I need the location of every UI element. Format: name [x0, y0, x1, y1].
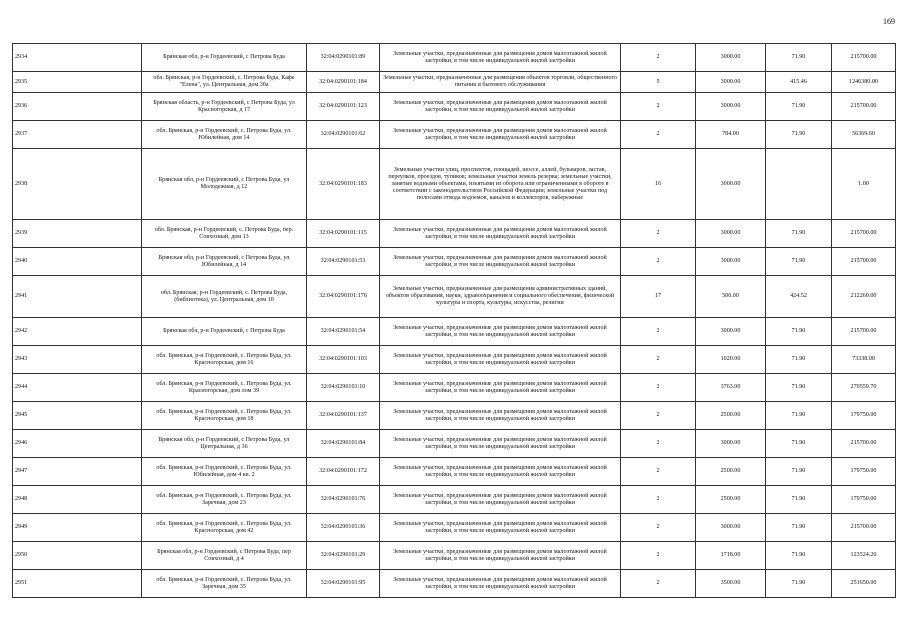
group-number-cell: 17	[621, 276, 696, 318]
land-use-cell: Земельные участки, предназначенные для размещения домов малоэтажной жилой застройки, в том числе индивидуальной жилой застройки	[380, 402, 621, 430]
specific-value-cell: 71.90	[766, 121, 832, 149]
group-number-cell: 5	[621, 72, 696, 93]
group-number-cell: 2	[621, 402, 696, 430]
specific-value-cell	[766, 149, 832, 220]
cadastral-cost-cell: 212260.00	[832, 276, 896, 318]
group-number-cell: 2	[621, 430, 696, 458]
address-cell: обл. Брянская, р-н Гордеевский, с. Петрова Буда, Кафе "Елена", ул. Центральная, дом 30а	[142, 72, 307, 93]
address-cell: Брянская обл, р-н Гордеевский, с Петрова Буда, ул Молодежная, д 12	[142, 149, 307, 220]
cadastral-cost-cell: 179750.00	[832, 402, 896, 430]
address-cell: Брянская обл, р-н Гордеевский, с Петрова Буда, ул Центральная, д 36	[142, 430, 307, 458]
address-cell: Брянская область, р-н Гордеевский, с Петрова Буда, ул Красногорская, д 17	[142, 93, 307, 121]
table-row	[13, 570, 896, 598]
table-row	[13, 486, 896, 514]
area-cell: 3000.00	[696, 44, 766, 72]
area-cell: 3000.00	[696, 93, 766, 121]
address-cell: обл. Брянская, р-н Гордеевский, с. Петрова Буда, ул. Заречная, дом 23	[142, 486, 307, 514]
plot-number-cell: 2951	[13, 570, 142, 598]
area-cell: 3000.00	[696, 430, 766, 458]
plot-number-cell: 2950	[13, 542, 142, 570]
area-cell: 500.00	[696, 276, 766, 318]
cadastral-cost-cell: 251650.00	[832, 570, 896, 598]
table-row	[13, 346, 896, 374]
specific-value-cell: 71.90	[766, 430, 832, 458]
group-number-cell: 2	[621, 318, 696, 346]
plot-number-cell: 2945	[13, 402, 142, 430]
table-row	[13, 93, 896, 121]
cadastral-number-cell: 32:04:0290101:115	[307, 220, 380, 248]
land-use-cell: Земельные участки, предназначенные для размещения домов малоэтажной жилой застройки, в том числе индивидуальной жилой застройки	[380, 542, 621, 570]
area-cell: 3763.00	[696, 374, 766, 402]
specific-value-cell: 71.90	[766, 486, 832, 514]
table-row	[13, 149, 896, 220]
group-number-cell: 2	[621, 374, 696, 402]
land-use-cell: Земельные участки, предназначенные для размещения домов малоэтажной жилой застройки, в том числе индивидуальной жилой застройки	[380, 430, 621, 458]
cadastral-cost-cell: 215700.00	[832, 220, 896, 248]
address-cell: обл. Брянская, р-н Гордеевский, с. Петрова Буда, пер. Совхозный, дом 13	[142, 220, 307, 248]
cadastral-number-cell: 32:04:0290101:76	[307, 486, 380, 514]
land-use-cell: Земельные участки, предназначенные для размещения домов малоэтажной жилой застройки, в том числе индивидуальной жилой застройки	[380, 374, 621, 402]
table-row	[13, 430, 896, 458]
cadastral-number-cell: 32:04:0290101:103	[307, 346, 380, 374]
cadastral-cost-cell: 215700.00	[832, 318, 896, 346]
specific-value-cell: 71.90	[766, 248, 832, 276]
group-number-cell: 2	[621, 458, 696, 486]
table-row	[13, 72, 896, 93]
group-number-cell: 2	[621, 346, 696, 374]
cadastral-cost-cell: 179750.00	[832, 458, 896, 486]
land-use-cell: Земельные участки, предназначенные для размещения домов малоэтажной жилой застройки, в том числе индивидуальной жилой застройки	[380, 121, 621, 149]
cadastral-number-cell: 32:04:0290101:184	[307, 72, 380, 93]
land-use-cell: Земельные участки улиц, проспектов, площадей, шоссе, аллей, бульваров, застав, переулков, проездов, тупиков; земельные участки земель резерва; земельные участки, занятые водными объектами, изъятыми из оборота или ограниченными в обороте в соответствии с законодательством Российской Федерации; земельные участки под полосами отвода водоемов, каналов и коллекторов, набережные	[380, 149, 621, 220]
cadastral-cost-cell: 270559.70	[832, 374, 896, 402]
cadastral-number-cell: 32:04:0290101:53	[307, 248, 380, 276]
land-use-cell: Земельные участки, предназначенные для размещения административных зданий, объектов образования, науки, здравоохранения и социального обеспечения, физической культуры и спорта, культуры, искусства, религии	[380, 276, 621, 318]
address-cell: обл. Брянская, р-н Гордеевский, с. Петрова Буда, ул. Заречная, дом 35	[142, 570, 307, 598]
specific-value-cell: 71.90	[766, 93, 832, 121]
address-cell: Брянская обл, р-н Гордеевский, с Петрова Буда	[142, 44, 307, 72]
table-row	[13, 248, 896, 276]
area-cell: 3000.00	[696, 72, 766, 93]
group-number-cell: 2	[621, 514, 696, 542]
cadastral-cost-cell: 215700.00	[832, 248, 896, 276]
specific-value-cell: 71.90	[766, 542, 832, 570]
plot-number-cell: 2940	[13, 248, 142, 276]
group-number-cell: 2	[621, 121, 696, 149]
specific-value-cell: 71.90	[766, 458, 832, 486]
plot-number-cell: 2938	[13, 149, 142, 220]
table-row	[13, 220, 896, 248]
area-cell: 1020.00	[696, 346, 766, 374]
specific-value-cell: 415.46	[766, 72, 832, 93]
cadastral-cost-cell: 215700.00	[832, 93, 896, 121]
specific-value-cell: 71.90	[766, 402, 832, 430]
area-cell: 3000.00	[696, 318, 766, 346]
table-row	[13, 276, 896, 318]
area-cell: 3500.00	[696, 570, 766, 598]
table-row	[13, 318, 896, 346]
land-use-cell: Земельные участки, предназначенные для размещения объектов торговли, общественного питания и бытового обслуживания	[380, 72, 621, 93]
area-cell: 2500.00	[696, 402, 766, 430]
specific-value-cell: 71.90	[766, 318, 832, 346]
plot-number-cell: 2936	[13, 93, 142, 121]
address-cell: Брянская обл, р-н Гордеевский, с Петрова Буда, пер Совхозный, д 4	[142, 542, 307, 570]
specific-value-cell: 71.90	[766, 44, 832, 72]
table-row	[13, 402, 896, 430]
address-cell: Брянская обл, р-н Гордеевский, с Петрова Буда, ул Юбилейная, д 14	[142, 248, 307, 276]
cadastral-cost-cell: 215700.00	[832, 514, 896, 542]
specific-value-cell: 71.90	[766, 374, 832, 402]
group-number-cell: 2	[621, 248, 696, 276]
land-use-cell: Земельные участки, предназначенные для размещения домов малоэтажной жилой застройки, в том числе индивидуальной жилой застройки	[380, 220, 621, 248]
group-number-cell: 2	[621, 44, 696, 72]
address-cell: Брянская обл, р-н Гордеевский, с Петрова Буда	[142, 318, 307, 346]
specific-value-cell: 424.52	[766, 276, 832, 318]
cadastral-number-cell: 32:04:0290101:84	[307, 430, 380, 458]
area-cell: 784.00	[696, 121, 766, 149]
cadastral-number-cell: 32:04:0290101:137	[307, 402, 380, 430]
address-cell: обл. Брянская, р-н Гордеевский, с. Петрова Буда, ул. Красногорская, дом лом 39	[142, 374, 307, 402]
land-use-cell: Земельные участки, предназначенные для размещения домов малоэтажной жилой застройки, в том числе индивидуальной жилой застройки	[380, 318, 621, 346]
plot-number-cell: 2934	[13, 44, 142, 72]
plot-number-cell: 2949	[13, 514, 142, 542]
land-use-cell: Земельные участки, предназначенные для размещения домов малоэтажной жилой застройки, в том числе индивидуальной жилой застройки	[380, 514, 621, 542]
plot-number-cell: 2947	[13, 458, 142, 486]
plot-number-cell: 2941	[13, 276, 142, 318]
group-number-cell: 2	[621, 486, 696, 514]
plot-number-cell: 2942	[13, 318, 142, 346]
group-number-cell: 2	[621, 93, 696, 121]
plot-number-cell: 2935	[13, 72, 142, 93]
cadastral-number-cell: 32:04:0290101:95	[307, 570, 380, 598]
cadastral-number-cell: 32:04:0290101:89	[307, 44, 380, 72]
address-cell: обл. Брянская, р-н Гордеевский, с. Петрова Буда, ул. Красногорская, дом 42	[142, 514, 307, 542]
cadastral-cost-cell: 56369.60	[832, 121, 896, 149]
cadastral-cost-cell: 73338.00	[832, 346, 896, 374]
land-use-cell: Земельные участки, предназначенные для размещения домов малоэтажной жилой застройки, в том числе индивидуальной жилой застройки	[380, 486, 621, 514]
cadastral-number-cell: 32:04:0290101:183	[307, 149, 380, 220]
group-number-cell: 2	[621, 570, 696, 598]
area-cell: 1718.00	[696, 542, 766, 570]
page-number: 169	[883, 17, 895, 26]
specific-value-cell: 71.90	[766, 346, 832, 374]
area-cell: 2500.00	[696, 458, 766, 486]
plot-number-cell: 2948	[13, 486, 142, 514]
cadastral-number-cell: 32:04:0290101:172	[307, 458, 380, 486]
table-row	[13, 514, 896, 542]
group-number-cell: 2	[621, 542, 696, 570]
area-cell: 2500.00	[696, 486, 766, 514]
table-row	[13, 44, 896, 72]
cadastral-number-cell: 32:04:0290101:36	[307, 514, 380, 542]
land-use-cell: Земельные участки, предназначенные для размещения домов малоэтажной жилой застройки, в том числе индивидуальной жилой застройки	[380, 248, 621, 276]
cadastral-number-cell: 32:04:0290101:10	[307, 374, 380, 402]
specific-value-cell: 71.90	[766, 514, 832, 542]
address-cell: обл. Брянская, р-н Гордеевский, с. Петрова Буда, ул. Красногорская, дом 18	[142, 402, 307, 430]
address-cell: обл. Брянская, р-н Гордеевский, с. Петрова Буда, ул. Юбилейная, дом 14	[142, 121, 307, 149]
cadastral-cost-cell: 215700.00	[832, 44, 896, 72]
table-body	[13, 44, 896, 598]
plot-number-cell: 2937	[13, 121, 142, 149]
table-row	[13, 121, 896, 149]
plot-number-cell: 2944	[13, 374, 142, 402]
area-cell: 3000.00	[696, 220, 766, 248]
cadastral-cost-cell: 1246380.00	[832, 72, 896, 93]
cadastral-cost-cell: 179750.00	[832, 486, 896, 514]
table-row	[13, 374, 896, 402]
address-cell: обл. Брянская, р-н Гордеевский, с. Петрова Буда, (библиотека), ул. Центральная, дом 10	[142, 276, 307, 318]
address-cell: обл. Брянская, р-н Гордеевский, с. Петрова Буда, ул. Юбилейная, дом 4 кв. 2	[142, 458, 307, 486]
area-cell: 3000.00	[696, 514, 766, 542]
address-cell: обл. Брянская, р-н Гордеевский, с. Петрова Буда, ул. Красногорская, дом 16	[142, 346, 307, 374]
table-row	[13, 458, 896, 486]
cadastral-number-cell: 32:04:0290101:176	[307, 276, 380, 318]
group-number-cell: 16	[621, 149, 696, 220]
land-plots-table	[12, 43, 896, 598]
land-use-cell: Земельные участки, предназначенные для размещения домов малоэтажной жилой застройки, в том числе индивидуальной жилой застройки	[380, 570, 621, 598]
land-use-cell: Земельные участки, предназначенные для размещения домов малоэтажной жилой застройки, в том числе индивидуальной жилой застройки	[380, 346, 621, 374]
cadastral-cost-cell: 215700.00	[832, 430, 896, 458]
table-row	[13, 542, 896, 570]
plot-number-cell: 2946	[13, 430, 142, 458]
cadastral-number-cell: 32:04:0290101:54	[307, 318, 380, 346]
cadastral-number-cell: 32:04:0290101:123	[307, 93, 380, 121]
land-use-cell: Земельные участки, предназначенные для размещения домов малоэтажной жилой застройки, в том числе индивидуальной жилой застройки	[380, 93, 621, 121]
land-use-cell: Земельные участки, предназначенные для размещения домов малоэтажной жилой застройки, в том числе индивидуальной жилой застройки	[380, 44, 621, 72]
plot-number-cell: 2943	[13, 346, 142, 374]
cadastral-cost-cell: 1.00	[832, 149, 896, 220]
cadastral-cost-cell: 123524.20	[832, 542, 896, 570]
cadastral-number-cell: 32:04:0290101:62	[307, 121, 380, 149]
specific-value-cell: 71.90	[766, 220, 832, 248]
cadastral-number-cell: 32:04:0290101:29	[307, 542, 380, 570]
land-use-cell: Земельные участки, предназначенные для размещения домов малоэтажной жилой застройки, в том числе индивидуальной жилой застройки	[380, 458, 621, 486]
area-cell: 3000.00	[696, 248, 766, 276]
group-number-cell: 2	[621, 220, 696, 248]
specific-value-cell: 71.90	[766, 570, 832, 598]
plot-number-cell: 2939	[13, 220, 142, 248]
area-cell: 3000.00	[696, 149, 766, 220]
